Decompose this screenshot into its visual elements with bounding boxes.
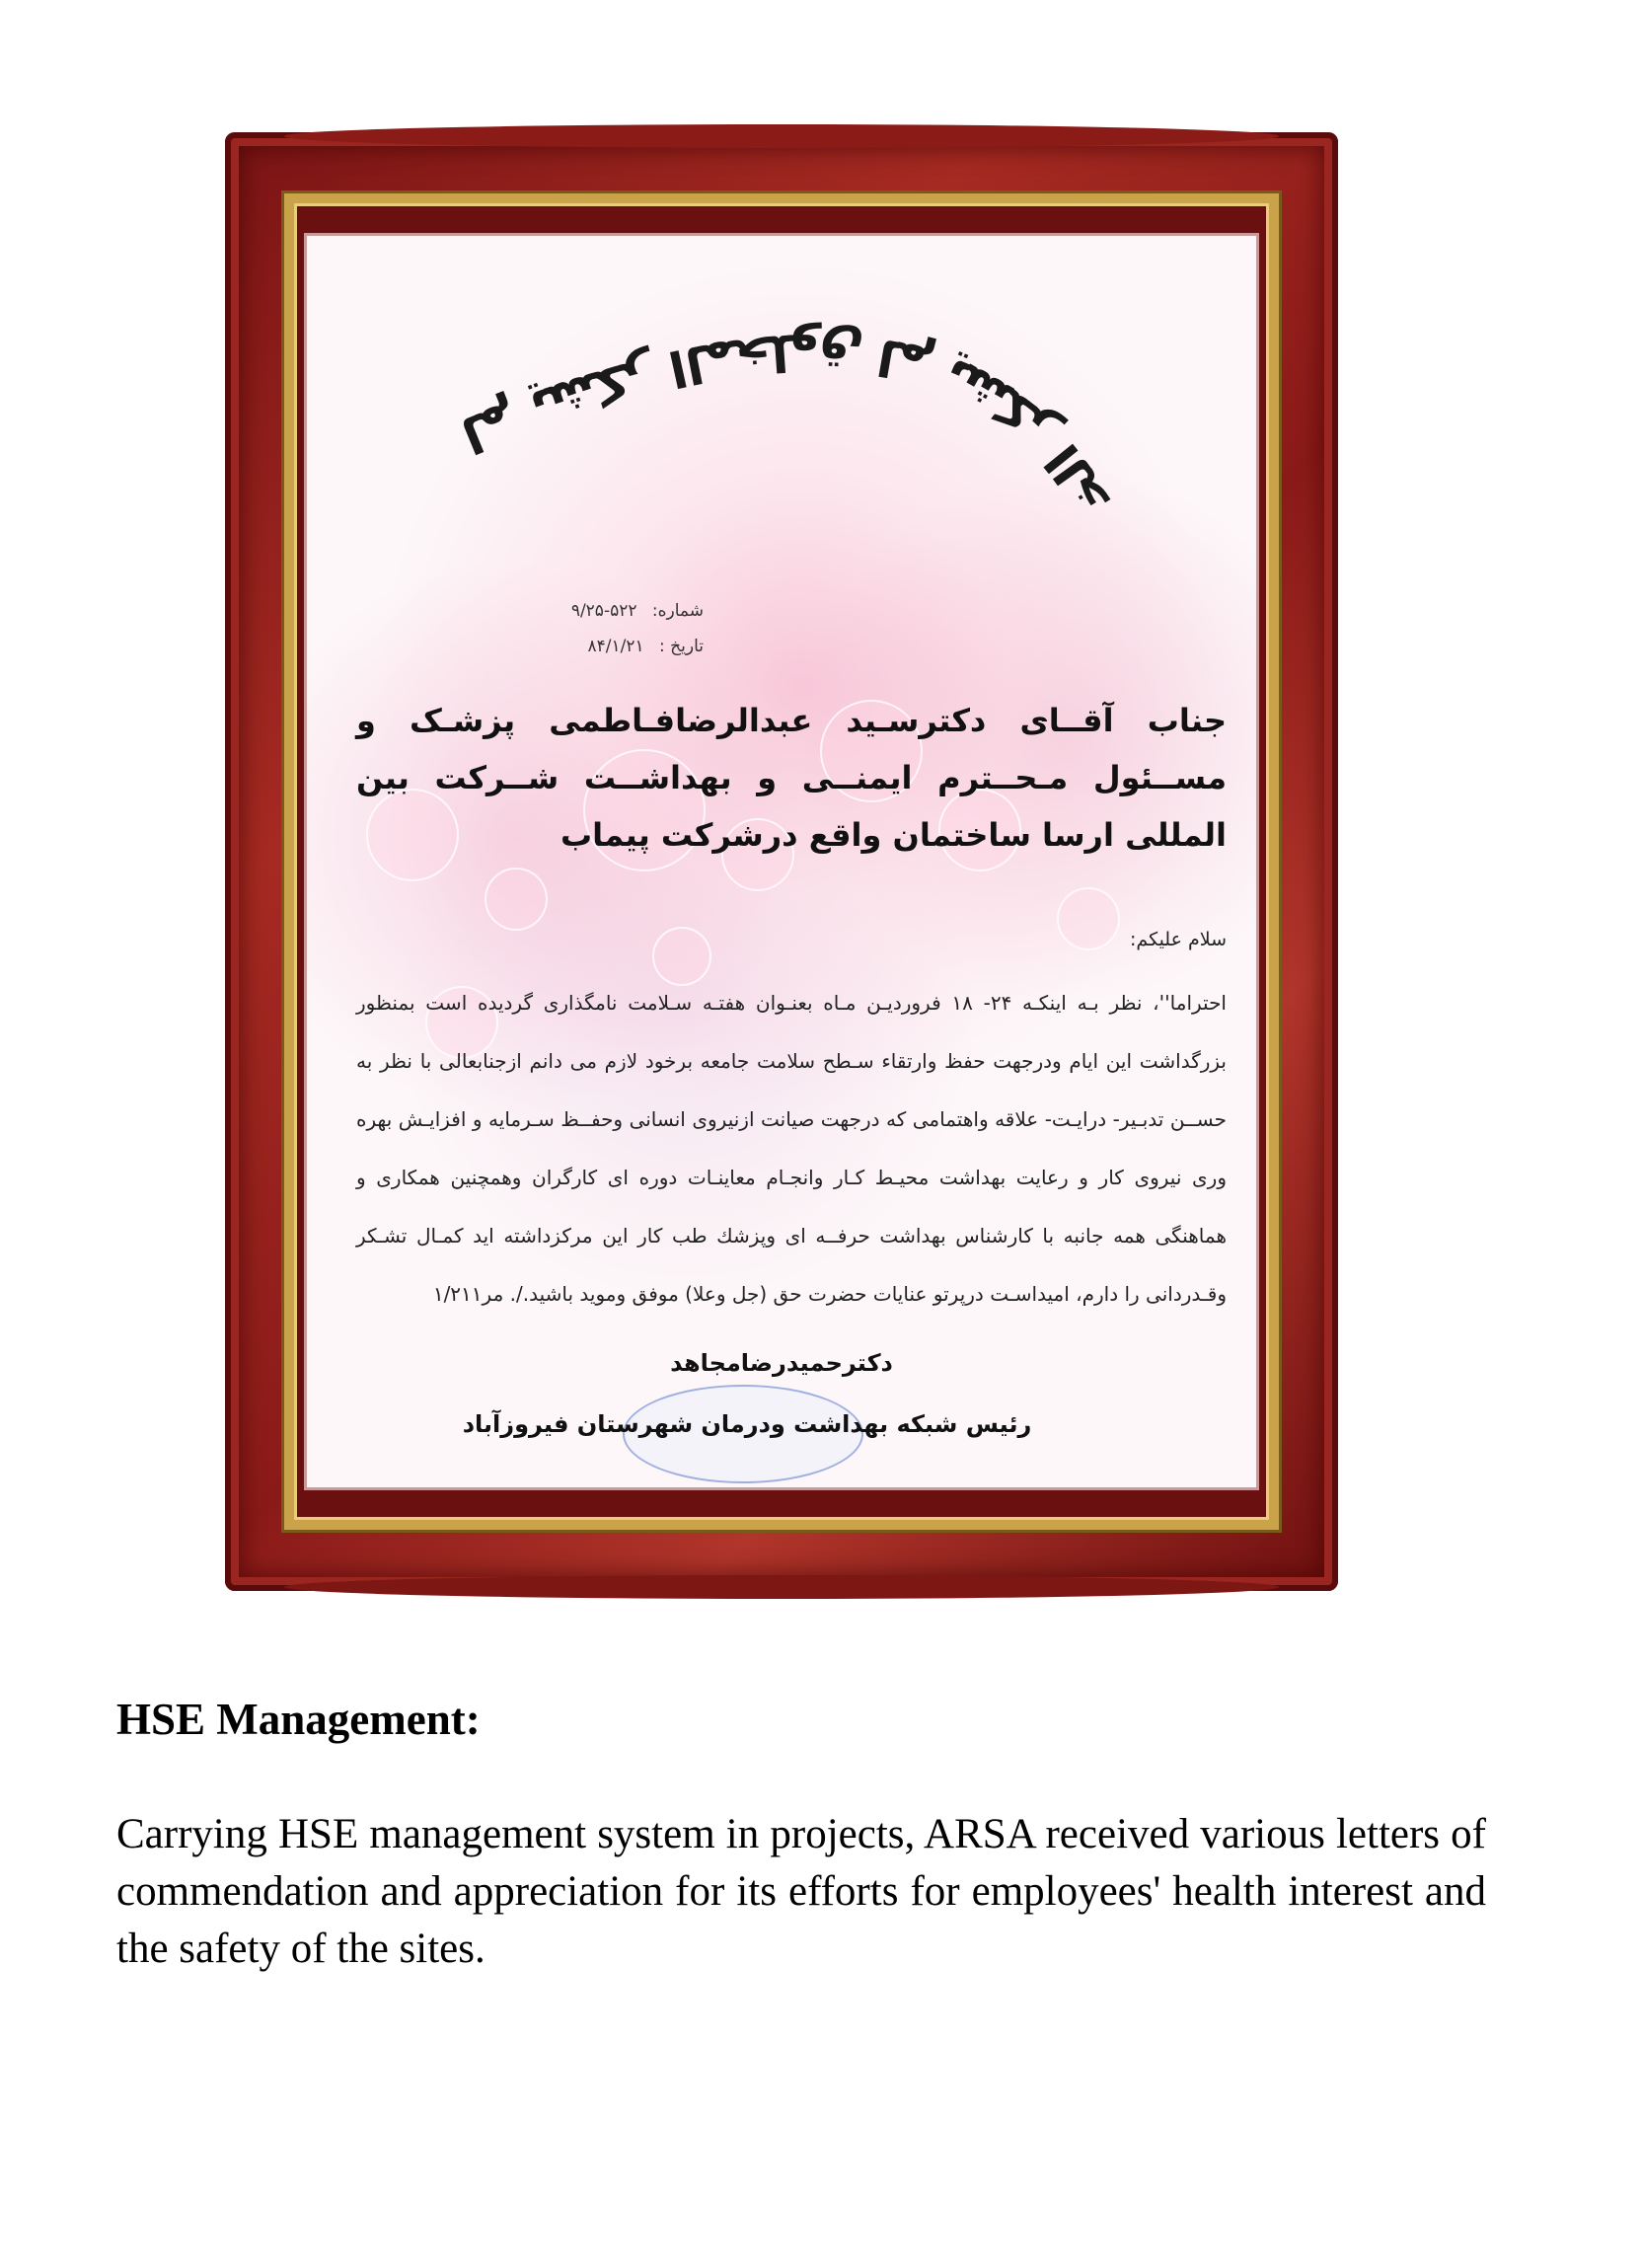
signer-name: دکترحمیدرضامجاهد [670, 1349, 893, 1377]
date-label: تاریخ : [659, 637, 704, 656]
frame-bottom-edge [284, 1575, 1279, 1599]
reference-block [447, 593, 704, 664]
header-arch-label: من لم يشكر المخلوق لم يشكر الخالق [373, 210, 1121, 523]
number-label: شماره: [651, 601, 704, 621]
decorative-bubble [485, 868, 548, 931]
certificate-paper [304, 210, 1259, 1490]
number-row [447, 593, 704, 629]
recipient-address: جناب آقــای دکترسـید عبدالرضافـاطمی پزشـک و مســئول مـحــترم ایمنــی و بهداشــت شــرکت بین المللی ارسا ساختمان واقع درشرکت پیماب [356, 702, 1227, 854]
svg-text:من لم يشكر المخلوق لم يشكر الخ [373, 210, 1121, 523]
section-paragraph: Carrying HSE management system in projects, ARSA received various letters of commendation and appreciation for its efforts for employees' health interest and the safety of the sites. [116, 1811, 1486, 1972]
salutation: سلام علیکم: [1130, 929, 1227, 950]
number-value: ۵۲۲-۹/۲۵ [570, 601, 637, 621]
letter-body: احتراما''، نظر بـه اینکـه ۲۴- ۱۸ فروردیـن مـاه بعنـوان هفتـه سـلامت نامگذاری گردیده است بمنظور بزرگداشت این ایام ودرجهت حفظ وارتقاء سـطح سلامت جامعه برخود لازم می دانم ازجنابعالی با نظر به حســن تدبـیر- درایـت- علاقه واهتمامی که درجهت صیانت ازنیروی انسانی وحفــظ سـرمایه و افزایـش بهره وری نیروی کار و رعایت بهداشت محیـط کـار وانجـام معاینـات دوره ای کارگران وهمچنین همکاری و هماهنگی همه جانبه با کارشناس بهداشت حرفــه ای وپزشك طب کار این مرکزداشته اید کمـال تشـکر وقـدردانی را دارم، امیداسـت درپرتو عنایات حضرت حق (جل وعلا) موفق وموید باشید./. مر۱/۲۱۱ [356, 991, 1227, 1306]
section-heading: HSE Management: [116, 1695, 481, 1744]
certificate-frame [225, 132, 1338, 1591]
date-value: ۸۴/۱/۲۱ [587, 637, 644, 656]
header-arch-text [373, 210, 1146, 523]
date-row [447, 629, 704, 664]
signer-title: رئیس شبکه بهداشت ودرمان شهرستان فیروزآباد [462, 1410, 1032, 1438]
frame-top-edge [284, 124, 1279, 148]
